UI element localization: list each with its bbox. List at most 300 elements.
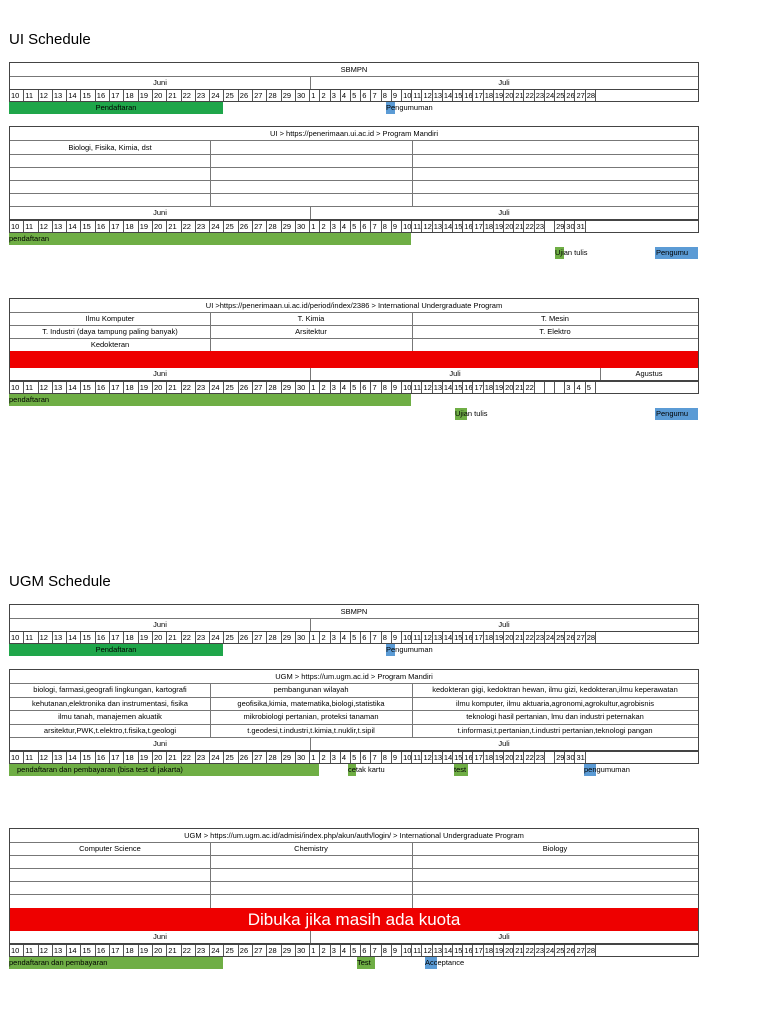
day-cell: 18 [124,632,138,643]
day-cell: 15 [82,382,96,393]
day-cell: 22 [525,633,534,642]
ui-schedule-title: UI Schedule [9,31,91,48]
day-cell: 30 [296,752,310,763]
day-cell: 15 [454,91,463,100]
day-cell: 12 [423,383,432,392]
day-cell: 11 [24,90,38,101]
day-cell: 6 [361,632,371,643]
day-cell: 27 [253,382,267,393]
day-cell: 5 [351,945,361,956]
day-cell: 18 [484,222,494,231]
day-cell: 14 [443,633,453,642]
day-cell: 28 [267,90,281,101]
day-cell: 25 [225,752,239,763]
day-cell: 24 [210,632,224,643]
ugm-sbmpn-header: SBMPN [340,607,368,616]
day-cell: 17 [110,382,124,393]
day-cell: 12 [423,753,432,762]
ui-sbmpn-month-juli: Juli [498,78,510,87]
ugm-intl-major-chemistry: Chemistry [294,844,328,853]
day-cell: 14 [67,382,81,393]
day-cell: 3 [331,945,341,956]
day-cell: 11 [413,946,422,955]
day-cell: 28 [267,752,281,763]
day-cell: 10 [403,222,412,231]
day-cell: 13 [53,752,67,763]
day-cell: 24 [210,945,224,956]
day-cell: 21 [515,946,524,955]
day-cell [545,221,555,232]
day-cell: 29 [556,222,565,231]
day-cell: 29 [282,752,296,763]
day-cell: 12 [39,632,53,643]
day-cell: 11 [24,632,38,643]
day-cell: 4 [341,90,351,101]
day-cell: 18 [484,633,494,642]
day-cell: 10 [403,946,412,955]
day-cell: 3 [331,382,341,393]
day-cell [555,382,565,393]
day-cell: 10 [403,633,412,642]
day-cell: 25 [225,90,239,101]
day-cell: 11 [24,221,38,232]
ugm-intl-header: UGM > https://um.ugm.ac.id/admisi/index.php/akun/auth/login/ > International Undergraduate Program [184,831,524,840]
ui-intl-major-kedokteran: Kedokteran [90,340,130,349]
ugm-intl-major-biology: Biology [542,844,568,853]
day-cell: 21 [167,90,181,101]
day-cell: 27 [253,945,267,956]
day-cell: 25 [556,946,565,955]
ui-mandiri-table [9,126,699,220]
day-cell: 23 [535,946,545,955]
ugm-intl-month-juli: Juli [498,932,510,941]
day-cell: 9 [392,221,402,232]
ui-intl-pengumuman-bar: Pengumu [655,408,698,420]
day-cell: 6 [361,221,371,232]
day-cell: 21 [167,221,181,232]
ugm-sbmpn-pendaftaran-bar: Pendaftaran [9,644,223,656]
ui-intl-month-juli: Juli [449,369,461,378]
ugm-intl-acceptance-label: Acceptance [425,958,465,967]
day-cell: 12 [39,382,53,393]
day-cell: 1 [310,90,320,101]
day-cell: 24 [545,91,555,100]
ugm-mandiri-test-label: test [454,765,467,774]
day-cell: 20 [505,753,514,762]
day-cell: 25 [556,633,565,642]
day-cell: 25 [556,91,565,100]
day-cell: 16 [96,221,110,232]
day-cell: 14 [443,383,453,392]
day-cell: 16 [464,91,473,100]
ui-sbmpn-pengumuman-bar [386,102,433,114]
day-cell: 16 [96,90,110,101]
day-cell: 19 [139,221,153,232]
day-cell: 22 [182,221,196,232]
ui-intl-ujian-bar [455,408,488,420]
ui-intl-major-ilmu-komputer: Ilmu Komputer [85,314,135,323]
day-cell: 27 [576,91,585,100]
ugm-mandiri-day-row [9,751,699,764]
day-cell: 10 [10,752,24,763]
ui-intl-ujian-label: Ujian tulis [455,409,488,418]
day-cell: 2 [321,382,331,393]
day-cell: 23 [196,221,210,232]
day-cell: 18 [124,945,138,956]
day-cell: 20 [153,945,167,956]
day-cell: 25 [225,945,239,956]
day-cell: 13 [433,753,443,762]
day-cell: 8 [382,221,392,232]
day-cell: 28 [267,221,281,232]
day-cell: 4 [341,221,351,232]
day-cell: 20 [153,752,167,763]
ui-intl-pendaftaran-bar: pendaftaran [9,394,411,406]
day-cell: 20 [505,383,514,392]
ui-mandiri-ujian-label: Ujian tulis [555,248,588,257]
day-cell: 11 [413,383,422,392]
day-cell: 14 [443,91,453,100]
day-cell: 31 [576,222,585,231]
ui-sbmpn-pengumuman-label: Pengumuman [386,103,433,112]
ugm-mandiri-cell: kehutanan,elektronika dan instrumentasi, fisika [32,699,188,708]
day-cell: 14 [67,632,81,643]
day-cell: 10 [403,91,412,100]
ui-intl-major-t-industri: T. Industri (daya tampung paling banyak) [42,327,178,336]
day-cell: 17 [110,221,124,232]
day-cell: 20 [505,946,514,955]
ugm-mandiri-month-juni: Juni [153,739,167,748]
day-cell: 7 [372,90,382,101]
day-cell: 14 [67,752,81,763]
day-cell: 13 [53,632,67,643]
ugm-intl-major-computer-science: Computer Science [79,844,141,853]
ugm-mandiri-cell: mikrobiologi pertanian, proteksi tanaman [243,712,379,721]
day-cell: 5 [351,221,361,232]
day-cell: 2 [321,632,331,643]
day-cell: 7 [372,382,382,393]
day-cell: 5 [351,752,361,763]
day-cell: 12 [423,946,432,955]
day-cell: 20 [153,382,167,393]
day-cell: 21 [515,753,524,762]
day-cell: 15 [82,752,96,763]
day-cell: 22 [182,945,196,956]
day-cell: 26 [566,91,575,100]
day-cell: 18 [124,752,138,763]
day-cell: 27 [253,90,267,101]
day-cell: 17 [474,222,483,231]
ugm-schedule-title: UGM Schedule [9,573,111,590]
ui-intl-major-t-elektro: T. Elektro [539,327,571,336]
day-cell: 28 [267,945,281,956]
day-cell: 5 [351,90,361,101]
day-cell: 8 [382,752,392,763]
day-cell: 11 [24,752,38,763]
day-cell: 6 [361,945,371,956]
day-cell: 18 [484,91,494,100]
day-cell: 3 [331,752,341,763]
ugm-mandiri-cell: geofisika,kimia, matematika,biologi,statistika [237,699,385,708]
day-cell: 8 [382,945,392,956]
day-cell: 17 [474,383,483,392]
day-cell: 22 [525,946,534,955]
day-cell: 21 [167,752,181,763]
ui-mandiri-ujian-bar [555,247,588,259]
day-cell: 23 [196,90,210,101]
day-cell: 18 [124,221,138,232]
day-cell: 24 [545,946,555,955]
day-cell: 23 [196,945,210,956]
day-cell: 15 [454,383,463,392]
ugm-mandiri-pengumuman-label: pengumuman [584,765,630,774]
day-cell: 26 [239,752,253,763]
ui-sbmpn-pendaftaran-bar: Pendaftaran [9,102,223,114]
day-cell: 7 [372,632,382,643]
day-cell: 21 [515,222,524,231]
ugm-intl-quota-banner: Dibuka jika masih ada kuota [10,908,698,931]
day-cell: 27 [253,632,267,643]
day-cell: 1 [310,221,320,232]
day-cell: 6 [361,752,371,763]
day-cell: 1 [310,752,320,763]
day-cell: 7 [372,221,382,232]
day-cell: 16 [96,632,110,643]
day-cell: 27 [576,946,585,955]
ugm-mandiri-month-juli: Juli [498,739,510,748]
day-cell: 19 [139,382,153,393]
day-cell: 14 [443,753,453,762]
ugm-mandiri-cell: ilmu tanah, manajemen akuatik [58,712,162,721]
day-cell: 22 [182,382,196,393]
day-cell: 24 [210,752,224,763]
ui-mandiri-month-juni: Juni [153,208,167,217]
day-cell: 14 [67,221,81,232]
day-cell: 24 [210,90,224,101]
day-cell: 13 [53,221,67,232]
day-cell: 13 [433,946,443,955]
day-cell: 20 [153,632,167,643]
day-cell: 16 [96,752,110,763]
day-cell: 22 [525,91,534,100]
day-cell: 10 [10,382,24,393]
day-cell: 1 [310,945,320,956]
day-cell: 11 [24,945,38,956]
day-cell: 14 [67,945,81,956]
ugm-intl-pendaftaran-bar: pendaftaran dan pembayaran [9,957,223,969]
day-cell: 6 [361,382,371,393]
day-cell: 30 [566,222,575,231]
ugm-mandiri-pengumuman-bar [584,764,630,776]
day-cell: 11 [413,91,422,100]
day-cell: 4 [341,945,351,956]
day-cell: 8 [382,632,392,643]
day-cell: 29 [282,221,296,232]
day-cell: 9 [392,90,402,101]
day-cell: 30 [566,753,575,762]
day-cell: 17 [110,90,124,101]
day-cell: 20 [505,91,514,100]
day-cell: 13 [53,382,67,393]
ugm-mandiri-table [9,669,699,751]
ugm-sbmpn-pengumuman-label: Pengumuman [386,645,433,654]
day-cell: 23 [535,91,545,100]
day-cell: 17 [474,946,483,955]
day-cell: 26 [239,945,253,956]
day-cell: 5 [351,382,361,393]
day-cell: 27 [253,752,267,763]
day-cell: 4 [341,382,351,393]
day-cell: 13 [433,91,443,100]
day-cell: 8 [382,382,392,393]
day-cell: 2 [321,752,331,763]
day-cell: 18 [124,382,138,393]
day-cell: 15 [454,633,463,642]
day-cell: 17 [110,632,124,643]
ugm-mandiri-cell: arsitektur,PWK,t.elektro,t.fisika,t.geologi [43,726,177,735]
day-cell: 20 [505,222,514,231]
day-cell: 14 [443,946,453,955]
day-cell [545,382,555,393]
day-cell: 11 [413,222,422,231]
day-cell: 9 [392,382,402,393]
ugm-mandiri-cell: biologi, farmasi,geografi lingkungan, kartografi [33,685,187,694]
day-cell: 29 [282,90,296,101]
day-cell: 18 [484,753,494,762]
day-cell: 3 [331,221,341,232]
ugm-mandiri-cetak-label: cetak kartu [348,765,385,774]
day-cell: 21 [515,633,524,642]
day-cell: 30 [296,382,310,393]
day-cell: 15 [454,753,463,762]
ui-international-table [9,298,699,381]
ugm-mandiri-cell: kedokteran gigi, kedoktran hewan, ilmu gizi, kedokteran,ilmu keperawatan [432,685,678,694]
ugm-sbmpn-month-juni: Juni [153,620,167,629]
day-cell: 10 [10,90,24,101]
day-cell: 16 [464,753,473,762]
ugm-intl-test-bar: Test [357,957,375,969]
day-cell: 27 [253,221,267,232]
day-cell: 13 [433,222,443,231]
ugm-mandiri-cell: t.geodesi,t.industri,t.kimia,t.nuklir,t.sipil [247,726,375,735]
day-cell: 10 [10,945,24,956]
day-cell [535,382,545,393]
day-cell: 18 [124,90,138,101]
day-cell: 26 [239,632,253,643]
day-cell: 17 [474,633,483,642]
ui-intl-red-band [10,351,698,368]
ui-intl-month-juni: Juni [153,369,167,378]
ugm-intl-acceptance-bar [425,957,465,969]
ui-intl-day-row [9,381,699,394]
day-cell: 28 [586,946,596,955]
day-cell: 16 [464,383,473,392]
day-cell: 1 [310,382,320,393]
day-cell: 26 [566,633,575,642]
day-cell: 14 [443,222,453,231]
day-cell: 15 [82,945,96,956]
day-cell: 9 [392,632,402,643]
day-cell: 12 [423,222,432,231]
ui-mandiri-pendaftaran-bar: pendaftaran [9,233,411,245]
day-cell: 12 [39,221,53,232]
day-cell: 13 [433,383,443,392]
ui-mandiri-cell-1: Biologi, Fisika, Kimia, dst [68,143,152,152]
day-cell: 20 [505,633,514,642]
day-cell: 17 [474,91,483,100]
day-cell: 17 [110,945,124,956]
day-cell: 15 [82,221,96,232]
day-cell: 25 [225,221,239,232]
ugm-international-table [9,828,699,944]
ugm-mandiri-cell: pembangunan wilayah [273,685,349,694]
day-cell: 19 [139,632,153,643]
day-cell: 2 [321,90,331,101]
day-cell: 24 [210,382,224,393]
ui-intl-major-t-kimia: T. Kimia [297,314,325,323]
day-cell: 23 [535,633,545,642]
day-cell: 23 [535,222,545,231]
day-cell: 19 [494,946,504,955]
day-cell: 12 [423,91,432,100]
day-cell: 27 [576,633,585,642]
ui-intl-major-t-mesin: T. Mesin [541,314,569,323]
ugm-intl-day-row [9,944,699,957]
day-cell: 18 [484,383,494,392]
day-cell: 12 [39,752,53,763]
day-cell: 21 [167,382,181,393]
day-cell: 19 [494,222,504,231]
day-cell: 15 [454,946,463,955]
day-cell: 24 [545,633,555,642]
ui-mandiri-header: UI > https://penerimaan.ui.ac.id > Program Mandiri [270,129,438,138]
day-cell: 25 [225,382,239,393]
day-cell: 2 [321,221,331,232]
day-cell: 30 [296,945,310,956]
day-cell: 5 [586,382,596,393]
day-cell: 17 [110,752,124,763]
ugm-mandiri-test-bar [454,764,468,776]
ugm-mandiri-cell: t.informasi,t.pertanian,t.industri pertanian,teknologi pangan [457,726,653,735]
day-cell: 16 [96,382,110,393]
day-cell: 28 [267,632,281,643]
day-cell: 26 [239,221,253,232]
day-cell: 3 [331,632,341,643]
day-cell: 29 [282,632,296,643]
day-cell: 15 [82,632,96,643]
day-cell: 6 [361,90,371,101]
day-cell: 4 [576,382,586,393]
ugm-mandiri-cell: teknologi hasil pertanian, lmu dan industri peternakan [466,712,644,721]
ui-mandiri-month-juli: Juli [498,208,510,217]
day-cell: 16 [464,633,473,642]
ugm-sbmpn-month-juli: Juli [498,620,510,629]
day-cell: 22 [182,90,196,101]
ui-intl-month-agustus: Agustus [635,369,663,378]
day-cell: 9 [392,752,402,763]
day-cell: 8 [382,90,392,101]
day-cell: 15 [82,90,96,101]
day-cell: 1 [310,632,320,643]
day-cell: 30 [296,632,310,643]
ui-mandiri-day-row [9,220,699,233]
day-cell: 13 [53,945,67,956]
ugm-mandiri-cetak-bar [348,764,385,776]
day-cell: 28 [586,91,596,100]
day-cell: 16 [464,946,473,955]
ui-mandiri-pengumuman-bar: Pengumu [655,247,698,259]
day-cell: 24 [210,221,224,232]
